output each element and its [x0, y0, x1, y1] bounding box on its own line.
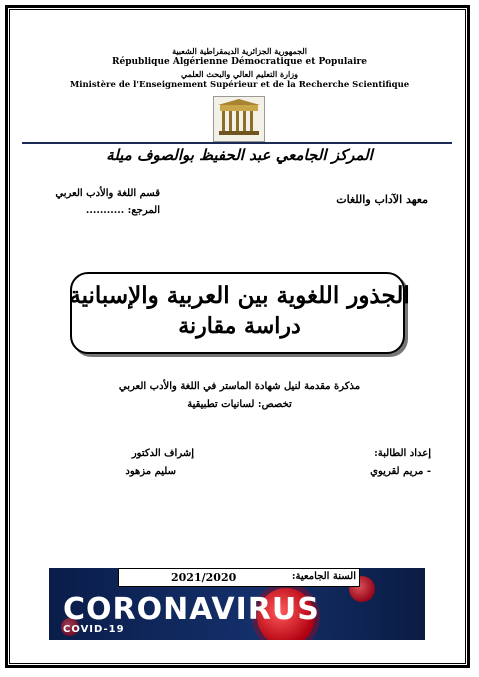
thesis-title-line2: دراسة مقارنة	[178, 313, 301, 339]
banner-title: CORONAVIRUS	[63, 592, 320, 627]
header-ministry-ar: وزارة التعليم العالي والبحث العلمي	[181, 69, 298, 79]
academic-year-label: السنة الجامعية:	[291, 571, 356, 582]
student-heading: إعداد الطالبة:	[374, 448, 431, 459]
institute-name: معهد الآداب واللغات	[336, 193, 428, 206]
supervisor-heading: إشراف الدكتور	[131, 448, 194, 459]
header-republic-ar: الجمهورية الجزائرية الديمقراطية الشعبية	[172, 46, 307, 56]
specialty-line: تخصص: لسانيات تطبيقية	[187, 399, 292, 410]
header-ministry-fr: Ministère de l'Enseignement Supérieur et de la Recherche Scientifique	[69, 80, 410, 90]
banner-subtitle: COVID-19	[63, 624, 125, 635]
university-building-icon	[214, 97, 264, 141]
header-republic-fr: République Algérienne Démocratique et Populaire	[111, 57, 368, 67]
academic-year-value: 2021/2020	[171, 571, 237, 584]
institution-name: المركز الجامعي عبد الحفيظ بوالصوف ميلة	[106, 146, 373, 164]
thesis-title-line1: الجذور اللغوية بين العربية والإسبانية	[69, 282, 410, 309]
memo-description: مذكرة مقدمة لنيل شهادة الماستر في اللغة والأدب العربي	[118, 381, 361, 392]
student-name: - مريم لقريوي	[370, 466, 431, 477]
header-divider	[22, 142, 452, 144]
reference-field: المرجع: ...........	[85, 205, 160, 216]
supervisor-name: سليم مزهود	[125, 466, 176, 477]
department-name: قسم اللغة والأدب العربي	[55, 188, 160, 199]
university-logo	[213, 96, 265, 142]
